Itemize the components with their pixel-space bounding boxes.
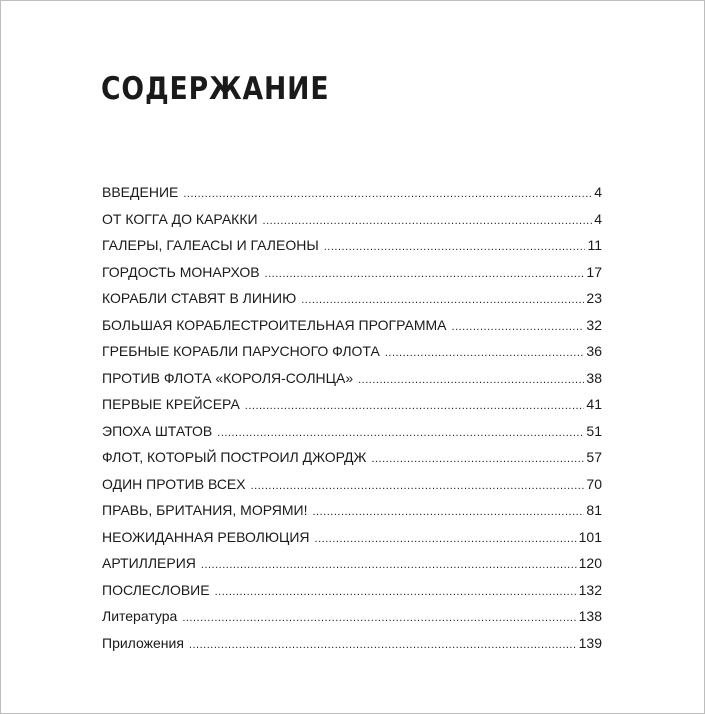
toc-entry-artillery[interactable] — [102, 550, 602, 577]
toc-entry-label: ПРОТИВ ФЛОТА «КОРОЛЯ-СОЛНЦА» — [102, 369, 354, 386]
toc-entry-unexpected-revolution[interactable] — [102, 524, 602, 551]
toc-entry-page: 81 — [586, 502, 602, 518]
dot-leader — [315, 526, 577, 553]
toc-entry-label: ГАЛЕРЫ, ГАЛЕАСЫ И ГАЛЕОНЫ — [102, 237, 319, 253]
toc-entry-galleys[interactable] — [102, 232, 602, 259]
toc-entry-page: 4 — [594, 184, 602, 200]
dot-leader — [217, 420, 584, 447]
toc-entry-label: Литература — [102, 608, 178, 624]
toc-entry-page: 70 — [586, 475, 602, 492]
dot-leader — [385, 340, 585, 367]
toc-entry-shipbuilding-program[interactable] — [102, 312, 602, 339]
toc-entry-rule-britannia[interactable] — [102, 497, 602, 524]
toc-entry-cog-to-carrack[interactable] — [102, 206, 602, 233]
toc-entry-label: ОТ КОГГА ДО КАРАККИ — [102, 210, 258, 227]
dot-leader — [251, 473, 585, 500]
toc-entry-first-cruisers[interactable] — [102, 391, 602, 418]
toc-entry-page: 23 — [586, 290, 602, 306]
toc-entry-page: 132 — [578, 581, 602, 598]
dot-leader — [182, 605, 576, 632]
toc-entry-page: 36 — [586, 343, 602, 359]
toc-entry-ships-of-the-line[interactable] — [102, 285, 602, 312]
toc-entry-sun-king-fleet[interactable] — [102, 365, 602, 392]
toc-entry-afterword[interactable] — [102, 577, 602, 604]
toc-entry-page: 51 — [586, 422, 602, 439]
dot-leader — [265, 261, 585, 288]
toc-entry-page: 138 — [578, 608, 602, 624]
toc-entry-page: 38 — [586, 369, 602, 386]
toc-entry-introduction[interactable] — [102, 179, 602, 206]
toc-entry-page: 120 — [578, 555, 602, 571]
toc-entry-label: ОДИН ПРОТИВ ВСЕХ — [102, 475, 246, 492]
toc-entry-label: ЭПОХА ШТАТОВ — [102, 422, 213, 439]
toc-entry-appendices[interactable] — [102, 630, 602, 657]
page-title: СОДЕРЖАНИЕ — [101, 71, 330, 107]
toc-entry-literature[interactable] — [102, 603, 602, 630]
toc-entry-era-of-establishments[interactable] — [102, 418, 602, 445]
toc-entry-label: БОЛЬШАЯ КОРАБЛЕСТРОИТЕЛЬНАЯ ПРОГРАММА — [102, 316, 447, 333]
toc-entry-label: ВВЕДЕНИЕ — [102, 184, 179, 200]
toc-entry-label: КОРАБЛИ СТАВЯТ В ЛИНИЮ — [102, 290, 297, 306]
toc-entry-label: НЕОЖИДАННАЯ РЕВОЛЮЦИЯ — [102, 528, 310, 545]
dot-leader — [358, 367, 584, 394]
toc-entry-label: ГРЕБНЫЕ КОРАБЛИ ПАРУСНОГО ФЛОТА — [102, 343, 380, 359]
toc-entry-george-fleet[interactable] — [102, 444, 602, 471]
dot-leader — [245, 393, 585, 420]
dot-leader — [215, 579, 577, 606]
toc-entry-page: 4 — [594, 210, 602, 227]
dot-leader — [189, 632, 577, 659]
dot-leader — [371, 446, 584, 473]
toc-entry-page: 17 — [586, 263, 602, 280]
toc-entry-label: ФЛОТ, КОТОРЫЙ ПОСТРОИЛ ДЖОРДЖ — [102, 449, 367, 465]
toc-entry-label: ПРАВЬ, БРИТАНИЯ, МОРЯМИ! — [102, 502, 308, 518]
dot-leader — [183, 181, 592, 208]
toc-entry-page: 57 — [586, 449, 602, 465]
toc-entry-page: 41 — [586, 396, 602, 412]
dot-leader — [301, 287, 584, 314]
toc-entry-page: 32 — [586, 316, 602, 333]
toc-entry-label: АРТИЛЛЕРИЯ — [102, 555, 196, 571]
toc-entry-page: 11 — [587, 237, 602, 253]
toc-entry-label: ПЕРВЫЕ КРЕЙСЕРА — [102, 396, 240, 412]
toc-entry-label: Приложения — [102, 634, 184, 651]
dot-leader — [324, 234, 586, 261]
dot-leader — [452, 314, 585, 341]
toc-entry-label: ГОРДОСТЬ МОНАРХОВ — [102, 263, 260, 280]
toc-entry-page: 139 — [578, 634, 602, 651]
dot-leader — [263, 208, 593, 235]
dot-leader — [201, 552, 577, 579]
toc-entry-one-against-all[interactable] — [102, 471, 602, 498]
toc-entry-rowing-ships[interactable] — [102, 338, 602, 365]
dot-leader — [313, 499, 585, 526]
toc-entry-pride-of-monarchs[interactable] — [102, 259, 602, 286]
table-of-contents — [102, 179, 602, 656]
toc-entry-page: 101 — [578, 528, 602, 545]
toc-entry-label: ПОСЛЕСЛОВИЕ — [102, 581, 210, 598]
